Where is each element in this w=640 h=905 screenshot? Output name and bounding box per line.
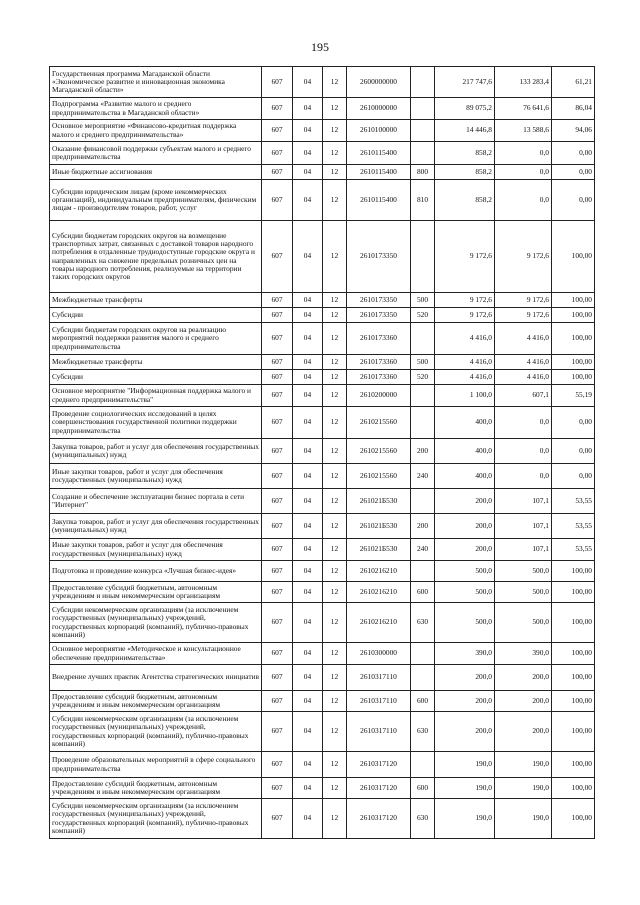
cell-planned-amount: 200,0 <box>435 514 495 539</box>
table-row <box>50 752 595 778</box>
cell-planned-amount: 400,0 <box>435 464 495 489</box>
cell-execution-percent: 0,00 <box>552 464 595 489</box>
cell-expense-type <box>411 221 435 293</box>
cell-execution-percent: 53,55 <box>552 489 595 514</box>
cell-execution-percent: 100,00 <box>552 752 595 778</box>
cell-subsection-code: 12 <box>323 439 347 464</box>
cell-target-article: 2610215560 <box>347 464 411 489</box>
cell-planned-amount: 9 172,6 <box>435 308 495 323</box>
cell-actual-amount: 0,0 <box>495 165 552 180</box>
cell-actual-amount: 0,0 <box>495 407 552 439</box>
cell-grbs-code: 607 <box>262 355 293 370</box>
cell-section-code: 04 <box>293 561 323 582</box>
cell-planned-amount: 4 416,0 <box>435 355 495 370</box>
cell-planned-amount: 190,0 <box>435 752 495 778</box>
table-row <box>50 799 595 839</box>
cell-actual-amount: 0,0 <box>495 142 552 165</box>
cell-planned-amount: 89 075,2 <box>435 98 495 120</box>
cell-execution-percent: 100,00 <box>552 355 595 370</box>
table-row <box>50 180 595 221</box>
cell-execution-percent: 0,00 <box>552 407 595 439</box>
cell-name: Субсидии некоммерческим организациям (за исключением государственных (муниципальных) учреждений, государственных корпораций (компаний), публично-правовых компаний) <box>50 712 262 752</box>
cell-subsection-code: 12 <box>323 561 347 582</box>
cell-name: Межбюджетные трансферты <box>50 293 262 308</box>
cell-planned-amount: 500,0 <box>435 561 495 582</box>
cell-planned-amount: 858,2 <box>435 142 495 165</box>
table-row <box>50 308 595 323</box>
cell-name: Создание и обеспечение эксплуатации бизнес портала в сети "Интернет" <box>50 489 262 514</box>
cell-name: Субсидии юридическим лицам (кроме некоммерческих организаций), индивидуальным предпринимателям, физическим лицам - производителям товаров, работ, услуг <box>50 180 262 221</box>
cell-expense-type <box>411 385 435 407</box>
cell-grbs-code: 607 <box>262 752 293 778</box>
cell-planned-amount: 390,0 <box>435 643 495 665</box>
cell-actual-amount: 607,1 <box>495 385 552 407</box>
cell-section-code: 04 <box>293 582 323 603</box>
cell-target-article: 2610173360 <box>347 355 411 370</box>
cell-grbs-code: 607 <box>262 165 293 180</box>
cell-target-article: 2610173350 <box>347 308 411 323</box>
cell-section-code: 04 <box>293 439 323 464</box>
cell-grbs-code: 607 <box>262 370 293 385</box>
cell-subsection-code: 12 <box>323 180 347 221</box>
cell-expense-type <box>411 665 435 691</box>
cell-section-code: 04 <box>293 323 323 355</box>
cell-actual-amount: 190,0 <box>495 799 552 839</box>
cell-section-code: 04 <box>293 180 323 221</box>
cell-planned-amount: 4 416,0 <box>435 323 495 355</box>
cell-actual-amount: 9 172,6 <box>495 293 552 308</box>
cell-name: Подготовка и проведение конкурса «Лучшая бизнес-идея» <box>50 561 262 582</box>
cell-subsection-code: 12 <box>323 514 347 539</box>
cell-name: Субсидии бюджетам городских округов на реализацию мероприятий поддержки развития малого и среднего предпринимательства <box>50 323 262 355</box>
cell-expense-type <box>411 407 435 439</box>
cell-execution-percent: 0,00 <box>552 165 595 180</box>
cell-grbs-code: 607 <box>262 323 293 355</box>
cell-planned-amount: 200,0 <box>435 665 495 691</box>
table-row <box>50 539 595 561</box>
cell-subsection-code: 12 <box>323 691 347 712</box>
cell-target-article: 2610200000 <box>347 385 411 407</box>
cell-grbs-code: 607 <box>262 643 293 665</box>
cell-actual-amount: 0,0 <box>495 439 552 464</box>
cell-section-code: 04 <box>293 799 323 839</box>
cell-grbs-code: 607 <box>262 561 293 582</box>
cell-name: Предоставление субсидий бюджетным, автономным учреждениям и иным некоммерческим организациям <box>50 778 262 799</box>
cell-subsection-code: 12 <box>323 98 347 120</box>
cell-target-article: 261021Б530 <box>347 489 411 514</box>
table-row <box>50 464 595 489</box>
cell-planned-amount: 500,0 <box>435 603 495 643</box>
table-row <box>50 439 595 464</box>
cell-name: Межбюджетные трансферты <box>50 355 262 370</box>
cell-section-code: 04 <box>293 142 323 165</box>
cell-expense-type <box>411 142 435 165</box>
cell-execution-percent: 100,00 <box>552 799 595 839</box>
cell-section-code: 04 <box>293 539 323 561</box>
cell-expense-type <box>411 752 435 778</box>
cell-grbs-code: 607 <box>262 603 293 643</box>
cell-expense-type <box>411 643 435 665</box>
cell-target-article: 2610100000 <box>347 120 411 142</box>
cell-planned-amount: 858,2 <box>435 180 495 221</box>
cell-section-code: 04 <box>293 489 323 514</box>
cell-execution-percent: 100,00 <box>552 582 595 603</box>
cell-section-code: 04 <box>293 120 323 142</box>
cell-expense-type: 520 <box>411 370 435 385</box>
cell-target-article: 2610173360 <box>347 323 411 355</box>
cell-name: Иные бюджетные ассигнования <box>50 165 262 180</box>
cell-execution-percent: 0,00 <box>552 439 595 464</box>
cell-execution-percent: 55,19 <box>552 385 595 407</box>
cell-target-article: 2610173350 <box>347 293 411 308</box>
cell-subsection-code: 12 <box>323 489 347 514</box>
cell-expense-type <box>411 323 435 355</box>
cell-name: Закупка товаров, работ и услуг для обеспечения государственных (муниципальных) нужд <box>50 439 262 464</box>
cell-grbs-code: 607 <box>262 98 293 120</box>
cell-expense-type <box>411 561 435 582</box>
cell-grbs-code: 607 <box>262 221 293 293</box>
cell-section-code: 04 <box>293 643 323 665</box>
table-body <box>50 67 595 839</box>
cell-expense-type <box>411 67 435 98</box>
cell-name: Субсидии <box>50 370 262 385</box>
cell-grbs-code: 607 <box>262 308 293 323</box>
cell-subsection-code: 12 <box>323 355 347 370</box>
cell-execution-percent: 100,00 <box>552 308 595 323</box>
cell-planned-amount: 9 172,6 <box>435 293 495 308</box>
cell-execution-percent: 100,00 <box>552 293 595 308</box>
cell-subsection-code: 12 <box>323 407 347 439</box>
cell-planned-amount: 858,2 <box>435 165 495 180</box>
cell-target-article: 2610300000 <box>347 643 411 665</box>
table-row <box>50 643 595 665</box>
table-row <box>50 221 595 293</box>
cell-target-article: 2610317110 <box>347 691 411 712</box>
cell-subsection-code: 12 <box>323 221 347 293</box>
cell-expense-type <box>411 98 435 120</box>
cell-name: Основное мероприятие «Финансово-кредитная поддержка малого и среднего предпринимательства» <box>50 120 262 142</box>
cell-target-article: 261021Б530 <box>347 539 411 561</box>
table-row <box>50 165 595 180</box>
cell-subsection-code: 12 <box>323 665 347 691</box>
table-row <box>50 293 595 308</box>
cell-planned-amount: 200,0 <box>435 691 495 712</box>
cell-name: Закупка товаров, работ и услуг для обеспечения государственных (муниципальных) нужд <box>50 514 262 539</box>
cell-grbs-code: 607 <box>262 691 293 712</box>
cell-grbs-code: 607 <box>262 539 293 561</box>
cell-target-article: 2610317120 <box>347 799 411 839</box>
cell-name: Иные закупки товаров, работ и услуг для обеспечения государственных (муниципальных) нужд <box>50 539 262 561</box>
cell-target-article: 2610215560 <box>347 439 411 464</box>
cell-name: Предоставление субсидий бюджетным, автономным учреждениям и иным некоммерческим организациям <box>50 582 262 603</box>
table-row <box>50 691 595 712</box>
cell-subsection-code: 12 <box>323 464 347 489</box>
cell-actual-amount: 13 588,6 <box>495 120 552 142</box>
cell-execution-percent: 100,00 <box>552 603 595 643</box>
cell-actual-amount: 200,0 <box>495 712 552 752</box>
table-row <box>50 712 595 752</box>
table-row <box>50 489 595 514</box>
cell-grbs-code: 607 <box>262 407 293 439</box>
cell-name: Субсидии <box>50 308 262 323</box>
cell-planned-amount: 217 747,6 <box>435 67 495 98</box>
cell-section-code: 04 <box>293 293 323 308</box>
page-number: 195 <box>311 40 329 54</box>
cell-actual-amount: 500,0 <box>495 582 552 603</box>
table-row <box>50 67 595 98</box>
table-row <box>50 98 595 120</box>
cell-execution-percent: 100,00 <box>552 221 595 293</box>
cell-expense-type: 600 <box>411 582 435 603</box>
cell-name: Государственная программа Магаданской области «Экономическое развитие и инновационная экономика Магаданской области» <box>50 67 262 98</box>
budget-table <box>49 66 595 839</box>
cell-subsection-code: 12 <box>323 752 347 778</box>
cell-actual-amount: 390,0 <box>495 643 552 665</box>
cell-actual-amount: 0,0 <box>495 464 552 489</box>
cell-execution-percent: 0,00 <box>552 180 595 221</box>
cell-grbs-code: 607 <box>262 180 293 221</box>
cell-subsection-code: 12 <box>323 370 347 385</box>
cell-section-code: 04 <box>293 98 323 120</box>
cell-name: Предоставление субсидий бюджетным, автономным учреждениям и иным некоммерческим организациям <box>50 691 262 712</box>
cell-section-code: 04 <box>293 67 323 98</box>
cell-expense-type <box>411 489 435 514</box>
cell-subsection-code: 12 <box>323 323 347 355</box>
cell-section-code: 04 <box>293 514 323 539</box>
table-row <box>50 323 595 355</box>
cell-subsection-code: 12 <box>323 582 347 603</box>
cell-section-code: 04 <box>293 165 323 180</box>
cell-grbs-code: 607 <box>262 439 293 464</box>
cell-name: Проведение образовательных мероприятий в сфере социального предпринимательства <box>50 752 262 778</box>
cell-section-code: 04 <box>293 752 323 778</box>
cell-name: Оказание финансовой поддержки субъектам малого и среднего предпринимательства <box>50 142 262 165</box>
cell-actual-amount: 500,0 <box>495 603 552 643</box>
cell-name: Внедрение лучших практик Агентства стратегических инициатив <box>50 665 262 691</box>
cell-grbs-code: 607 <box>262 489 293 514</box>
cell-subsection-code: 12 <box>323 385 347 407</box>
cell-subsection-code: 12 <box>323 778 347 799</box>
cell-grbs-code: 607 <box>262 293 293 308</box>
cell-subsection-code: 12 <box>323 643 347 665</box>
cell-planned-amount: 400,0 <box>435 439 495 464</box>
cell-planned-amount: 200,0 <box>435 712 495 752</box>
cell-execution-percent: 53,55 <box>552 514 595 539</box>
table-row <box>50 355 595 370</box>
cell-planned-amount: 190,0 <box>435 799 495 839</box>
table-row <box>50 582 595 603</box>
cell-actual-amount: 190,0 <box>495 778 552 799</box>
cell-execution-percent: 100,00 <box>552 370 595 385</box>
cell-grbs-code: 607 <box>262 778 293 799</box>
cell-target-article: 2610317110 <box>347 712 411 752</box>
cell-execution-percent: 100,00 <box>552 712 595 752</box>
cell-expense-type: 630 <box>411 603 435 643</box>
table-row <box>50 603 595 643</box>
table-row <box>50 665 595 691</box>
cell-planned-amount: 200,0 <box>435 489 495 514</box>
cell-grbs-code: 607 <box>262 120 293 142</box>
cell-planned-amount: 14 446,8 <box>435 120 495 142</box>
cell-execution-percent: 0,00 <box>552 142 595 165</box>
cell-grbs-code: 607 <box>262 665 293 691</box>
table-row <box>50 407 595 439</box>
cell-target-article: 2610115400 <box>347 165 411 180</box>
cell-expense-type: 200 <box>411 439 435 464</box>
cell-planned-amount: 400,0 <box>435 407 495 439</box>
table-row <box>50 120 595 142</box>
cell-actual-amount: 0,0 <box>495 180 552 221</box>
cell-execution-percent: 100,00 <box>552 691 595 712</box>
cell-name: Проведение социологических исследований в целях совершенствования государственной политики поддержки предпринимательства <box>50 407 262 439</box>
cell-actual-amount: 9 172,6 <box>495 221 552 293</box>
cell-section-code: 04 <box>293 603 323 643</box>
cell-target-article: 2610115400 <box>347 142 411 165</box>
cell-actual-amount: 4 416,0 <box>495 323 552 355</box>
cell-execution-percent: 100,00 <box>552 323 595 355</box>
cell-grbs-code: 607 <box>262 385 293 407</box>
table-row <box>50 778 595 799</box>
cell-subsection-code: 12 <box>323 120 347 142</box>
cell-target-article: 2610115400 <box>347 180 411 221</box>
cell-actual-amount: 133 283,4 <box>495 67 552 98</box>
cell-grbs-code: 607 <box>262 67 293 98</box>
cell-execution-percent: 100,00 <box>552 665 595 691</box>
cell-subsection-code: 12 <box>323 165 347 180</box>
cell-name: Основное мероприятие «Методическое и консультационное обеспечение предпринимательства» <box>50 643 262 665</box>
cell-section-code: 04 <box>293 407 323 439</box>
cell-subsection-code: 12 <box>323 539 347 561</box>
cell-actual-amount: 500,0 <box>495 561 552 582</box>
cell-subsection-code: 12 <box>323 142 347 165</box>
cell-subsection-code: 12 <box>323 799 347 839</box>
cell-execution-percent: 94,06 <box>552 120 595 142</box>
cell-section-code: 04 <box>293 778 323 799</box>
cell-subsection-code: 12 <box>323 293 347 308</box>
cell-actual-amount: 76 641,6 <box>495 98 552 120</box>
table-row <box>50 385 595 407</box>
cell-subsection-code: 12 <box>323 712 347 752</box>
cell-subsection-code: 12 <box>323 67 347 98</box>
cell-section-code: 04 <box>293 385 323 407</box>
cell-grbs-code: 607 <box>262 464 293 489</box>
cell-actual-amount: 200,0 <box>495 691 552 712</box>
cell-grbs-code: 607 <box>262 514 293 539</box>
cell-section-code: 04 <box>293 691 323 712</box>
cell-target-article: 261021Б530 <box>347 514 411 539</box>
cell-expense-type: 240 <box>411 464 435 489</box>
cell-section-code: 04 <box>293 355 323 370</box>
cell-name: Субсидии бюджетам городских округов на возмещение транспортных затрат, связанных с доставкой товаров народного потребления в отдаленные труднодоступные городские округа и направленных на снижение предельных розничных цен на товары народного потребления, реализуемые на территории таких городских округов <box>50 221 262 293</box>
table-row <box>50 514 595 539</box>
cell-actual-amount: 4 416,0 <box>495 355 552 370</box>
cell-actual-amount: 200,0 <box>495 665 552 691</box>
cell-planned-amount: 1 100,0 <box>435 385 495 407</box>
cell-actual-amount: 107,1 <box>495 539 552 561</box>
cell-grbs-code: 607 <box>262 712 293 752</box>
cell-planned-amount: 500,0 <box>435 582 495 603</box>
cell-name: Субсидии некоммерческим организациям (за исключением государственных (муниципальных) учреждений, государственных корпораций (компаний), публично-правовых компаний) <box>50 603 262 643</box>
cell-expense-type: 630 <box>411 799 435 839</box>
cell-expense-type: 240 <box>411 539 435 561</box>
cell-execution-percent: 61,21 <box>552 67 595 98</box>
cell-target-article: 2610216210 <box>347 582 411 603</box>
table-row <box>50 370 595 385</box>
cell-planned-amount: 9 172,6 <box>435 221 495 293</box>
cell-name: Иные закупки товаров, работ и услуг для обеспечения государственных (муниципальных) нужд <box>50 464 262 489</box>
cell-section-code: 04 <box>293 712 323 752</box>
cell-target-article: 2610215560 <box>347 407 411 439</box>
table-row <box>50 142 595 165</box>
cell-name: Субсидии некоммерческим организациям (за исключением государственных (муниципальных) учреждений, государственных корпораций (компаний), публично-правовых компаний) <box>50 799 262 839</box>
cell-expense-type: 600 <box>411 691 435 712</box>
cell-name: Подпрограмма «Развитие малого и среднего предпринимательства в Магаданской области» <box>50 98 262 120</box>
cell-actual-amount: 9 172,6 <box>495 308 552 323</box>
cell-expense-type: 500 <box>411 293 435 308</box>
cell-expense-type: 600 <box>411 778 435 799</box>
cell-expense-type: 630 <box>411 712 435 752</box>
cell-section-code: 04 <box>293 370 323 385</box>
cell-actual-amount: 107,1 <box>495 489 552 514</box>
cell-planned-amount: 190,0 <box>435 778 495 799</box>
cell-execution-percent: 100,00 <box>552 561 595 582</box>
cell-execution-percent: 53,55 <box>552 539 595 561</box>
cell-target-article: 2610216210 <box>347 561 411 582</box>
cell-target-article: 2610173350 <box>347 221 411 293</box>
cell-planned-amount: 200,0 <box>435 539 495 561</box>
cell-target-article: 2600000000 <box>347 67 411 98</box>
cell-target-article: 2610173360 <box>347 370 411 385</box>
cell-section-code: 04 <box>293 221 323 293</box>
cell-actual-amount: 4 416,0 <box>495 370 552 385</box>
table-row <box>50 561 595 582</box>
cell-grbs-code: 607 <box>262 799 293 839</box>
cell-name: Основное мероприятие "Информационная поддержка малого и среднего предпринимательства" <box>50 385 262 407</box>
cell-execution-percent: 100,00 <box>552 643 595 665</box>
cell-expense-type <box>411 120 435 142</box>
cell-target-article: 2610317120 <box>347 752 411 778</box>
cell-actual-amount: 107,1 <box>495 514 552 539</box>
cell-actual-amount: 190,0 <box>495 752 552 778</box>
cell-expense-type: 810 <box>411 180 435 221</box>
cell-planned-amount: 4 416,0 <box>435 370 495 385</box>
cell-section-code: 04 <box>293 665 323 691</box>
cell-execution-percent: 86,04 <box>552 98 595 120</box>
cell-target-article: 2610000000 <box>347 98 411 120</box>
cell-grbs-code: 607 <box>262 142 293 165</box>
cell-expense-type: 500 <box>411 355 435 370</box>
cell-section-code: 04 <box>293 464 323 489</box>
cell-subsection-code: 12 <box>323 603 347 643</box>
cell-expense-type: 800 <box>411 165 435 180</box>
cell-expense-type: 520 <box>411 308 435 323</box>
cell-target-article: 2610317120 <box>347 778 411 799</box>
cell-expense-type: 200 <box>411 514 435 539</box>
cell-target-article: 2610317110 <box>347 665 411 691</box>
cell-section-code: 04 <box>293 308 323 323</box>
cell-execution-percent: 100,00 <box>552 778 595 799</box>
cell-subsection-code: 12 <box>323 308 347 323</box>
cell-grbs-code: 607 <box>262 582 293 603</box>
cell-target-article: 2610216210 <box>347 603 411 643</box>
